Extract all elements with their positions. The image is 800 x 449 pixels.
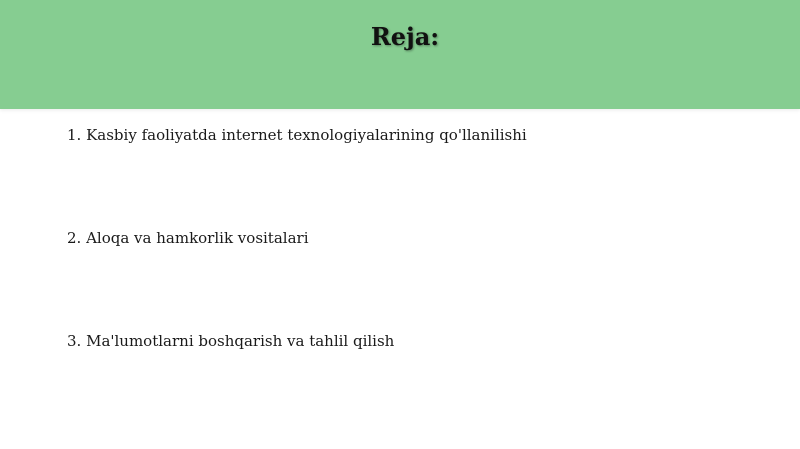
plan-item-1: 1. Kasbiy faoliyatda internet texnologiyalarining qo'llanilishi [67,126,527,144]
plan-item-2: 2. Aloqa va hamkorlik vositalari [67,229,309,247]
plan-item-3: 3. Ma'lumotlarni boshqarish va tahlil qilish [67,332,395,350]
title-banner [0,0,800,109]
page-title: Reja: [370,22,440,51]
